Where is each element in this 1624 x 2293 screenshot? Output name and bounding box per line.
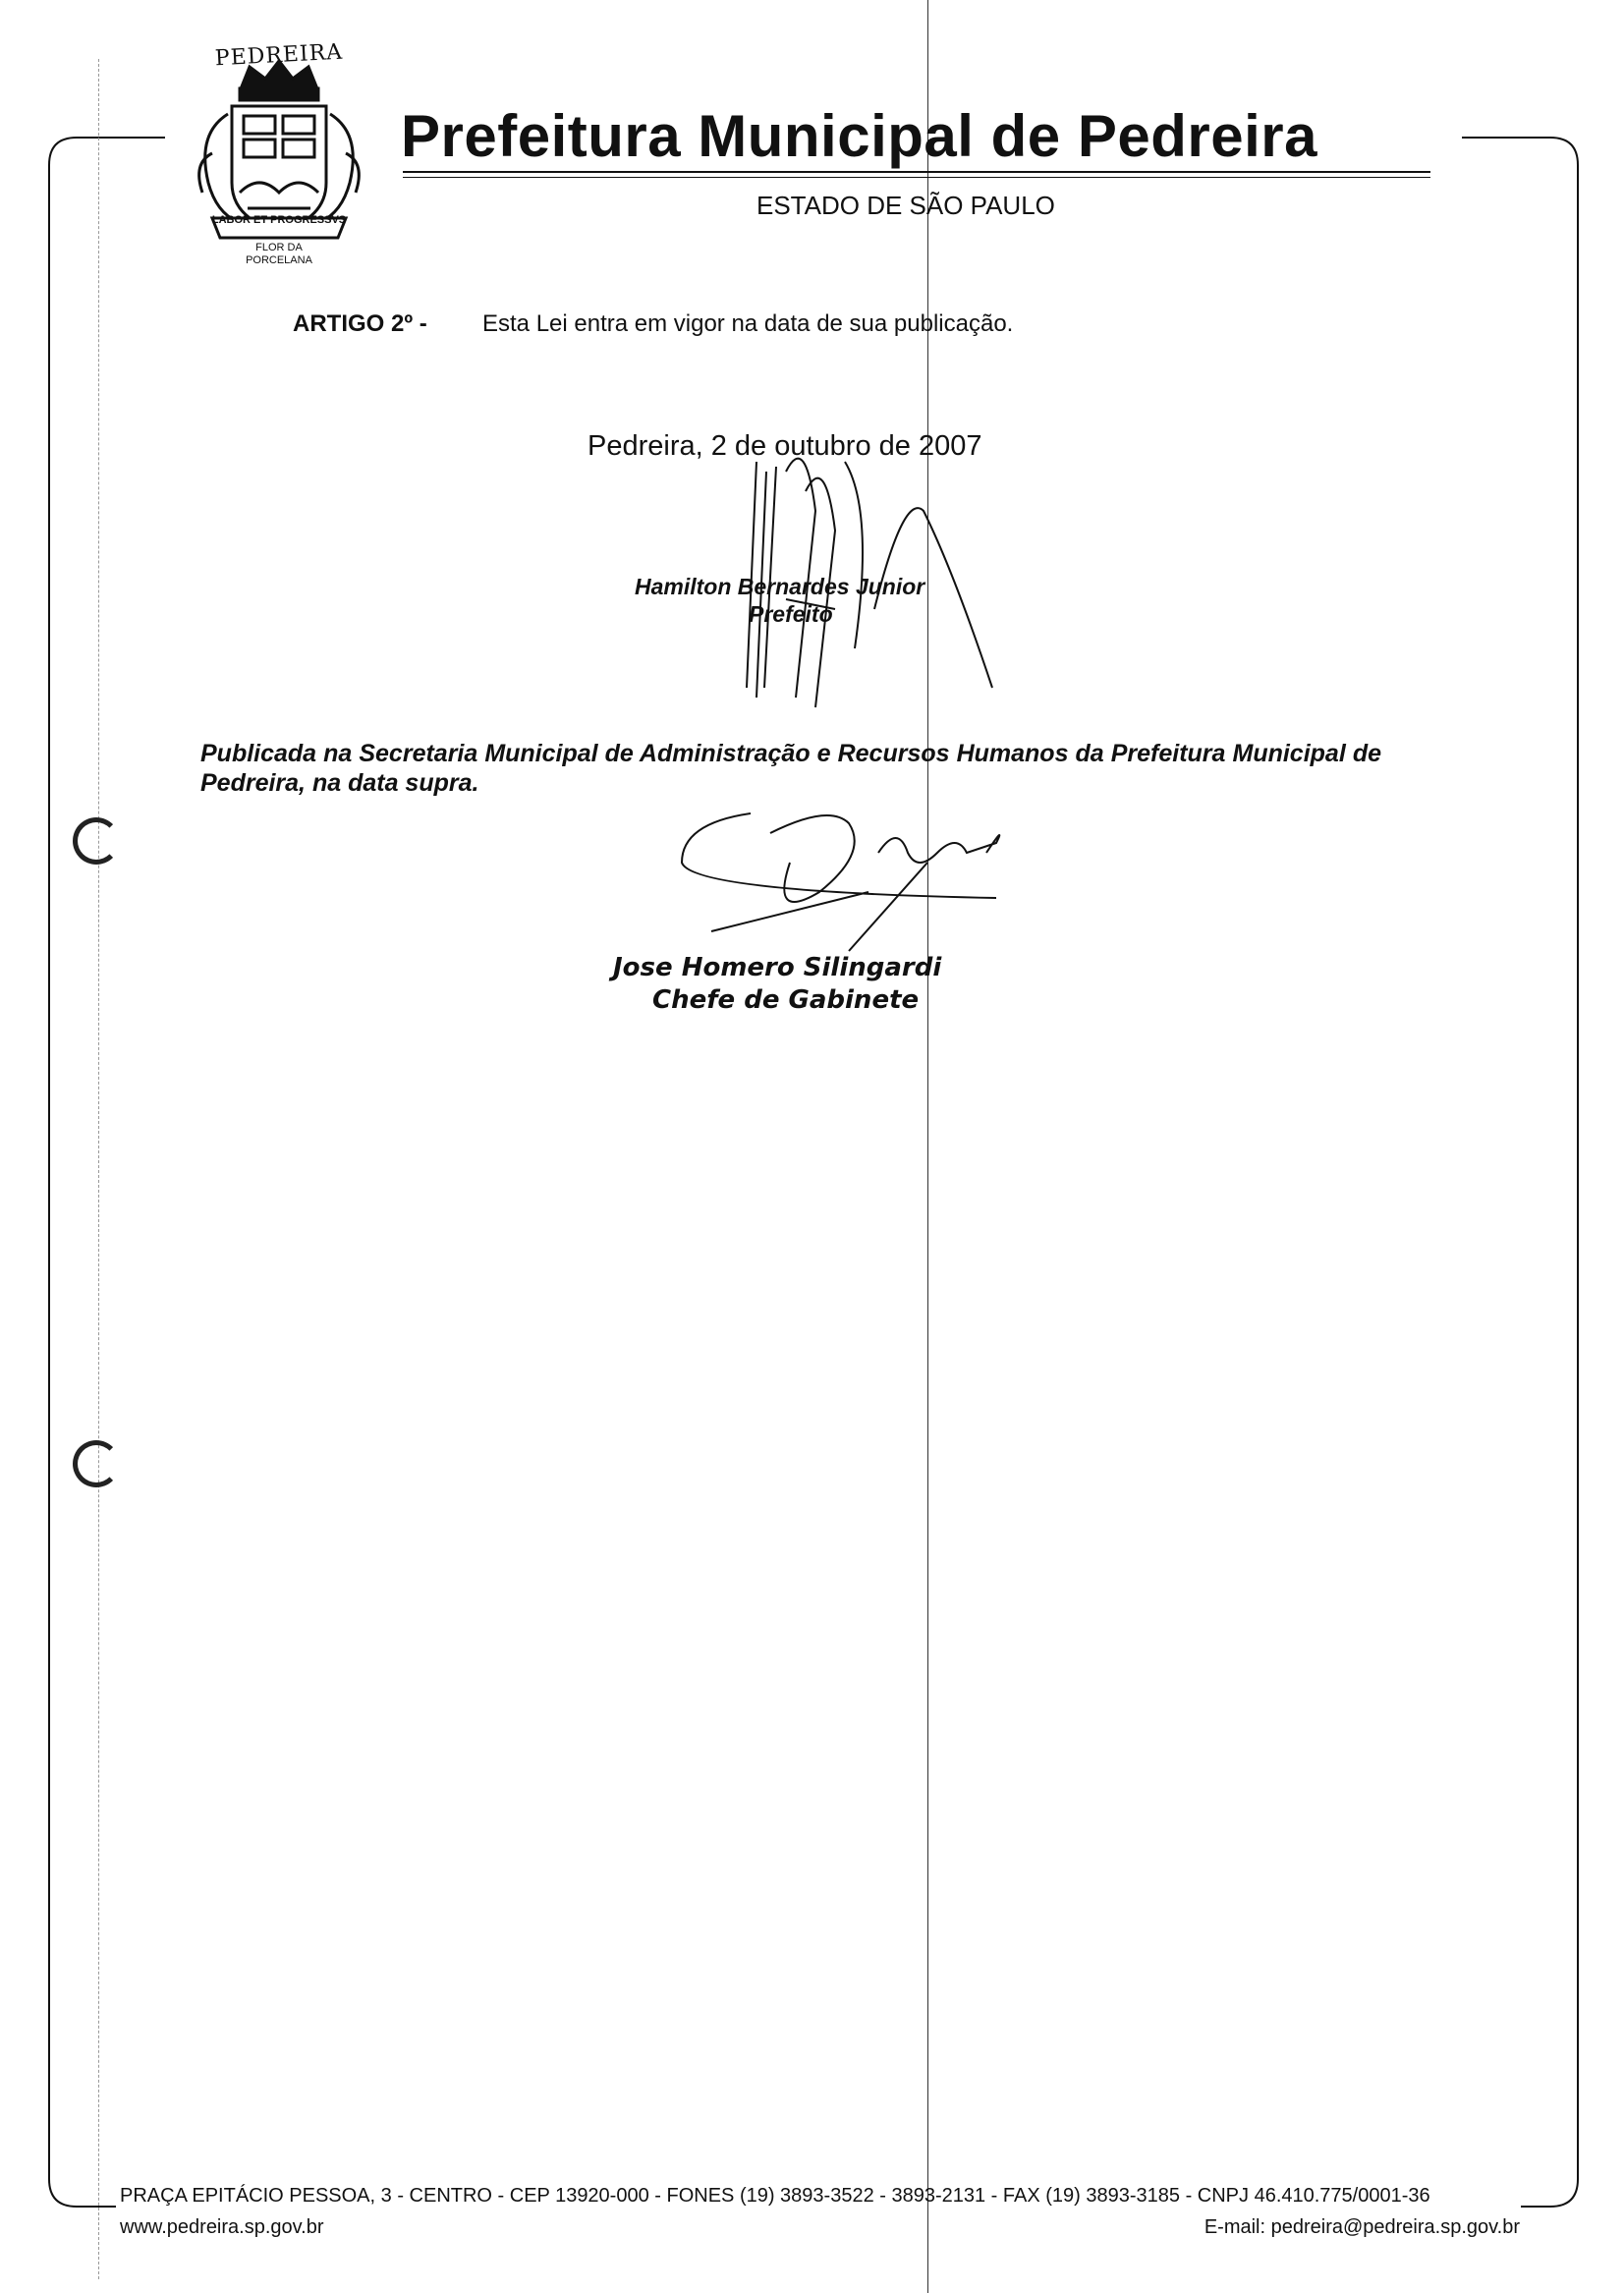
scan-line [927,0,928,2293]
footer-address: PRAÇA EPITÁCIO PESSOA, 3 - CENTRO - CEP 13920-000 - FONES (19) 3893-3522 - 3893-2131 - FAX (19) 3893-3185 - CNPJ 46.410.775/0001-36 [120,2185,1430,2207]
crest-flor-line2: PORCELANA [246,254,312,266]
title-rule-thin [403,177,1430,178]
signature-2-icon [672,804,1026,951]
scan-line-left [98,59,99,2279]
signatory-2-title: Chefe de Gabinete [652,985,920,1015]
page-subtitle: ESTADO DE SÃO PAULO [756,191,1055,220]
signatory-1-name: Hamilton Bernardes Junior [635,574,925,599]
signatory-2-name: Jose Homero Silingardi [613,953,942,982]
footer-website-link[interactable]: www.pedreira.sp.gov.br [120,2216,324,2238]
binder-hole-icon [73,1440,120,1487]
date-line: Pedreira, 2 de outubro de 2007 [588,430,982,462]
crest-flor-line1: FLOR DA [255,242,303,253]
article-label: ARTIGO 2º - [293,310,427,337]
article-text: Esta Lei entra em vigor na data de sua publicação. [482,310,1014,337]
footer-email-link[interactable]: E-mail: pedreira@pedreira.sp.gov.br [1204,2216,1520,2238]
crest-motto: LABOR ET PROGRESSVS [211,214,347,226]
binder-hole-icon [73,817,120,865]
title-rule [403,171,1430,173]
publication-note: Publicada na Secretaria Municipal de Administração e Recursos Humanos da Prefeitura Municipal de Pedreira, na data supra. [200,740,1381,797]
page-title: Prefeitura Municipal de Pedreira [401,103,1317,169]
crest-flor [193,242,365,267]
crest-name: PEDREIRA [214,39,344,72]
signatory-1-title: Prefeito [749,601,833,627]
